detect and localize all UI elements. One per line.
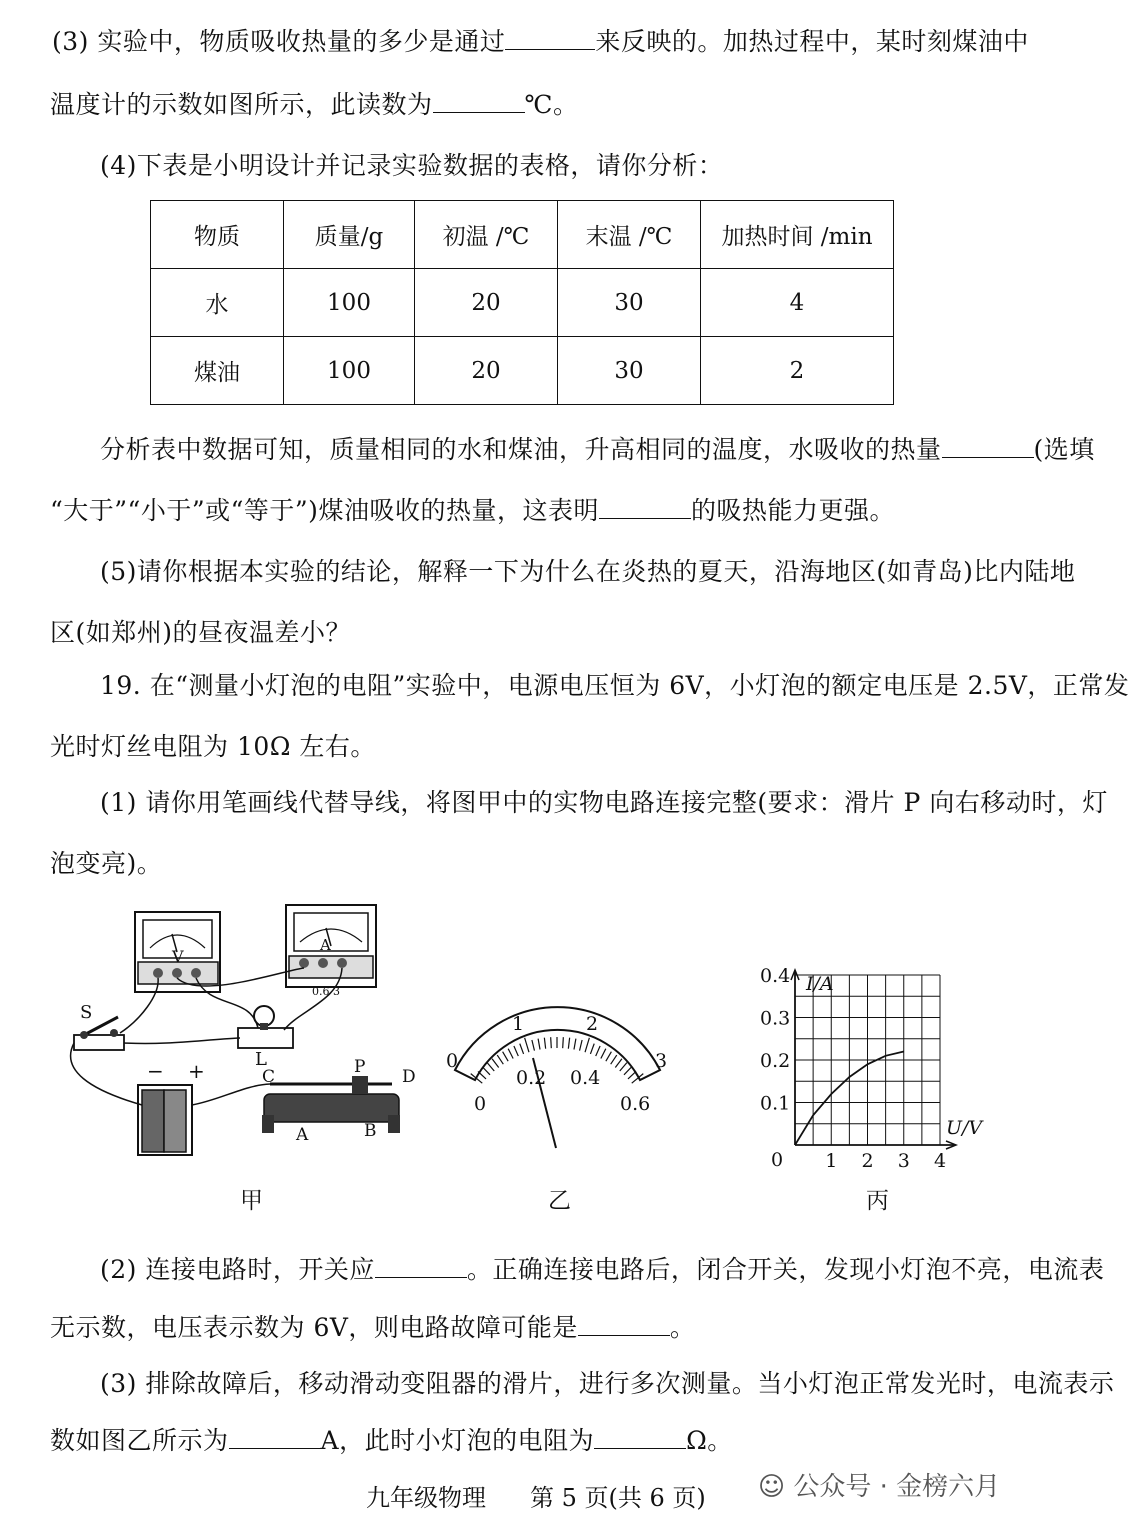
text: 。 — [669, 1313, 696, 1342]
lamp-icon — [238, 1006, 293, 1070]
dial-tick — [492, 1059, 499, 1068]
q19-part3-line2 — [50, 1421, 733, 1457]
q18-part5-line2: 区(如郑州)的昼夜温差小？ — [50, 618, 352, 647]
label-B: B — [364, 1121, 377, 1141]
dial-inner-1: 0.2 — [516, 1067, 547, 1089]
q19-intro-line1: 19. 在“测量小灯泡的电阻”实验中，电源电压恒为 6V，小灯泡的额定电压是 2.5V，正常发 — [100, 671, 1129, 700]
dial-tick — [563, 1037, 564, 1048]
table-cell: 4 — [701, 269, 894, 337]
ammeter-dial-figure — [446, 1007, 667, 1214]
q18-part3-line2 — [50, 85, 578, 121]
text: “大于”“小于”或“等于”)煤油吸收的热量，这表明 — [50, 496, 599, 525]
table-cell: 20 — [415, 337, 558, 405]
dial-tick — [544, 1038, 545, 1049]
dial-inner-0: 0 — [474, 1093, 487, 1115]
dial-inner-3: 0.6 — [620, 1093, 651, 1115]
answer-blank[interactable] — [942, 433, 1034, 458]
origin-label: 0 — [771, 1149, 784, 1171]
voltmeter-icon — [135, 912, 220, 992]
text: 数如图乙所示为 — [50, 1426, 229, 1455]
label-V: V — [172, 947, 184, 966]
ammeter-icon — [286, 905, 376, 998]
text: Ω。 — [686, 1426, 733, 1455]
text: 来反映的。加热过程中，某时刻煤油中 — [595, 27, 1029, 56]
battery-icon — [138, 1059, 205, 1155]
label-P: P — [354, 1057, 366, 1077]
dial-tick — [574, 1039, 576, 1050]
table-cell: 20 — [415, 269, 558, 337]
q18-part3-line1 — [52, 22, 1029, 58]
footer-page: 第 5 页(共 6 页) — [530, 1484, 706, 1512]
table-cell: 100 — [284, 269, 415, 337]
dial-tick — [538, 1039, 540, 1050]
label-L: L — [255, 1049, 267, 1070]
x-tick-label: 1 — [825, 1150, 838, 1172]
answer-blank[interactable] — [578, 1311, 670, 1336]
answer-blank[interactable] — [599, 494, 691, 519]
dial-tick — [525, 1038, 529, 1052]
y-tick-label: 0.2 — [760, 1050, 791, 1072]
footer-subject: 九年级物理 — [366, 1484, 486, 1512]
table-header: 质量/g — [284, 201, 415, 269]
dial-tick — [508, 1049, 513, 1059]
dial-tick — [606, 1052, 612, 1062]
watermark-text: 公众号 · 金榜六月 — [793, 1472, 1001, 1502]
dial-tick — [520, 1044, 524, 1054]
watermark — [758, 1466, 1000, 1503]
q18-part4: (4)下表是小明设计并记录实验数据的表格，请你分析： — [100, 151, 724, 180]
ammeter-scale-label: 0.6 3 — [312, 985, 340, 998]
dial-tick — [580, 1040, 583, 1051]
table-header: 加热时间 /min — [701, 201, 894, 269]
q18-analysis-line1 — [100, 430, 1095, 466]
q19-part3-line1: (3) 排除故障后，移动滑动变阻器的滑片，进行多次测量。当小灯泡正常发光时，电流表示 — [100, 1369, 1115, 1398]
table-row — [151, 337, 894, 405]
text: (3) 实验中，物质吸收热量的多少是通过 — [52, 27, 506, 56]
dial-outer-3: 3 — [655, 1050, 668, 1072]
dial-tick — [628, 1071, 636, 1078]
data-table — [150, 200, 894, 405]
graph-grid — [795, 975, 940, 1145]
dial-tick — [611, 1055, 617, 1064]
dial-tick — [601, 1049, 606, 1059]
table-cell: 100 — [284, 337, 415, 405]
caption-jia: 甲 — [240, 1188, 263, 1214]
y-tick-label: 0.4 — [760, 965, 791, 987]
answer-blank[interactable] — [433, 88, 525, 113]
label-A-terminal: A — [296, 1125, 309, 1145]
switch-icon — [74, 1002, 124, 1050]
y-tick-label: 0.1 — [760, 1092, 791, 1115]
answer-blank[interactable] — [505, 25, 595, 50]
text: 分析表中数据可知，质量相同的水和煤油，升高相同的温度，水吸收的热量 — [100, 435, 942, 464]
y-tick-label: 0.3 — [760, 1007, 791, 1030]
label-S: S — [80, 1002, 93, 1023]
dial-tick — [487, 1063, 494, 1071]
table-cell: 2 — [701, 337, 894, 405]
dial-tick — [596, 1046, 600, 1056]
dial-tick — [620, 1063, 627, 1071]
dial-outer-1: 1 — [512, 1013, 525, 1035]
table-cell: 煤油 — [151, 337, 284, 405]
x-tick-label: 4 — [934, 1150, 947, 1172]
x-tick-label: 3 — [897, 1150, 910, 1172]
answer-blank[interactable] — [594, 1424, 686, 1449]
text: 温度计的示数如图所示，此读数为 — [50, 90, 433, 119]
table-header: 物质 — [151, 201, 284, 269]
text: A，此时小灯泡的电阻为 — [320, 1426, 595, 1455]
dial-tick — [478, 1071, 486, 1078]
label-A: A — [320, 936, 331, 954]
dial-tick — [514, 1046, 518, 1056]
q19-intro-line2: 光时灯丝电阻为 10Ω 左右。 — [50, 732, 376, 761]
label-plus: + — [188, 1059, 205, 1083]
table-cell: 30 — [558, 337, 701, 405]
dial-tick — [585, 1038, 589, 1052]
label-D: D — [402, 1067, 416, 1087]
table-header-row — [151, 201, 894, 269]
q18-analysis-line2 — [50, 491, 895, 527]
table-row — [151, 269, 894, 337]
y-axis-label: I/A — [806, 973, 834, 995]
caption-yi: 乙 — [548, 1188, 571, 1214]
text: 无示数，电压表示数为 6V，则电路故障可能是 — [50, 1313, 578, 1342]
dial-tick — [503, 1052, 509, 1062]
label-C: C — [262, 1067, 276, 1087]
caption-bing: 丙 — [866, 1188, 889, 1214]
q19-part2-line2 — [50, 1308, 695, 1344]
dial-tick — [590, 1044, 594, 1054]
x-tick-label: 2 — [861, 1150, 874, 1172]
text: ℃。 — [524, 90, 579, 119]
dial-tick — [532, 1040, 535, 1051]
dial-outer-2: 2 — [586, 1013, 599, 1035]
dial-outer-0: 0 — [446, 1050, 459, 1072]
label-minus: − — [147, 1059, 164, 1083]
dial-tick — [497, 1055, 503, 1064]
dial-tick — [482, 1067, 490, 1075]
table-cell: 水 — [151, 269, 284, 337]
figures-row — [0, 900, 1080, 1220]
q19-part1-line2: 泡变亮)。 — [50, 849, 163, 878]
text: (2) 连接电路时，开关应 — [100, 1255, 375, 1284]
rheostat-icon — [262, 1057, 416, 1145]
wechat-icon: ☺ — [758, 1472, 794, 1502]
q19-part1-line1: (1) 请你用笔画线代替导线，将图甲中的实物电路连接完整(要求：滑片 P 向右移动时，灯 — [100, 788, 1108, 817]
text: 。正确连接电路后，闭合开关，发现小灯泡不亮，电流表 — [466, 1255, 1105, 1284]
q19-part2-line1 — [100, 1250, 1104, 1286]
table-cell: 30 — [558, 269, 701, 337]
iu-graph-figure — [760, 965, 984, 1214]
table-header: 初温 /℃ — [415, 201, 558, 269]
q18-part5-line1: (5)请你根据本实验的结论，解释一下为什么在炎热的夏天，沿海地区(如青岛)比内陆地 — [100, 557, 1076, 586]
x-axis-label: U/V — [946, 1117, 983, 1139]
dial-tick — [624, 1067, 632, 1075]
dial-tick — [551, 1037, 552, 1048]
circuit-figure — [71, 905, 416, 1214]
answer-blank[interactable] — [375, 1253, 467, 1278]
dial-tick — [568, 1038, 569, 1049]
table-header: 末温 /℃ — [558, 201, 701, 269]
text: (选填 — [1033, 435, 1095, 464]
answer-blank[interactable] — [229, 1424, 321, 1449]
dial-tick — [615, 1059, 622, 1068]
dial-inner-2: 0.4 — [570, 1067, 601, 1089]
text: 的吸热能力更强。 — [690, 496, 895, 525]
